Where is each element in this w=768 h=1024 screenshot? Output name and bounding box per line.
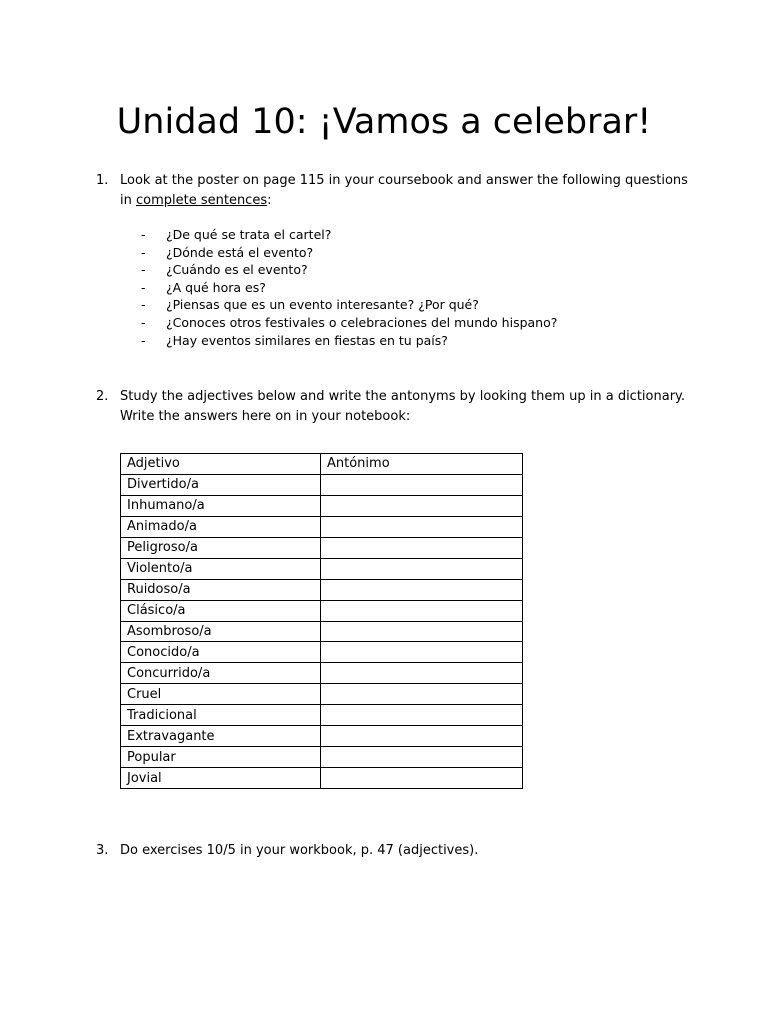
antonym-cell: [321, 684, 523, 705]
antonym-cell: [321, 642, 523, 663]
question-3-number: 3.: [96, 843, 109, 858]
bullet-dash: -: [141, 244, 146, 260]
antonym-cell: [321, 579, 523, 600]
bullet-text: ¿De qué se trata el cartel?: [166, 227, 332, 242]
question-1-text-start: Look at the poster on page 115 in your coursebook and answer the following questions in: [120, 173, 688, 208]
bullet-text: ¿Piensas que es un evento interesante? ¿Por qué?: [166, 297, 479, 313]
bullet-dash: -: [141, 279, 146, 295]
adjective-cell: Ruidoso/a: [121, 579, 321, 600]
page-title: Unidad 10: ¡Vamos a celebrar!: [116, 102, 652, 142]
table-row: [121, 558, 523, 579]
antonym-cell: [321, 663, 523, 684]
question-1-bullet-item: [141, 261, 557, 279]
adjective-cell: Cruel: [121, 684, 321, 705]
question-2-number: 2.: [96, 389, 109, 404]
table-row: [121, 663, 523, 684]
adjective-cell: Peligroso/a: [121, 537, 321, 558]
antonym-cell: [321, 726, 523, 747]
bullet-text: ¿Conoces otros festivales o celebraciones del mundo hispano?: [166, 314, 558, 330]
table-header-row: [121, 454, 523, 475]
antonym-cell: [321, 600, 523, 621]
adjective-cell: Asombroso/a: [121, 621, 321, 642]
table-row: [121, 600, 523, 621]
question-1-bullet-item: [141, 244, 557, 262]
table-row: [121, 537, 523, 558]
question-1-text-end: :: [267, 192, 272, 208]
antonym-cell: [321, 747, 523, 768]
adjective-cell: Extravagante: [121, 726, 321, 747]
table-row: [121, 621, 523, 642]
question-3-text: Do exercises 10/5 in your workbook, p. 47 (adjectives).: [120, 843, 479, 858]
antonym-cell: [321, 474, 523, 495]
table-row: [121, 768, 523, 789]
bullet-dash: -: [141, 297, 146, 313]
antonym-cell: [321, 537, 523, 558]
bullet-text: ¿Cuándo es el evento?: [166, 262, 308, 278]
table-header-antonimo: Antónimo: [321, 454, 523, 475]
question-1-text: [120, 171, 700, 210]
antonym-cell: [321, 495, 523, 516]
question-1-bullet-item: [141, 226, 557, 244]
question-1-number: 1.: [96, 173, 109, 188]
adjective-cell: Tradicional: [121, 705, 321, 726]
adjective-cell: Animado/a: [121, 516, 321, 537]
adjective-cell: Divertido/a: [121, 474, 321, 495]
bullet-dash: -: [141, 332, 146, 348]
question-1-bullet-item: [141, 296, 557, 314]
adjective-cell: Violento/a: [121, 558, 321, 579]
adjective-cell: Inhumano/a: [121, 495, 321, 516]
table-row: [121, 474, 523, 495]
question-1-bullet-list: [141, 226, 557, 349]
bullet-text: ¿A qué hora es?: [166, 279, 266, 295]
bullet-dash: -: [141, 227, 146, 242]
table-row: [121, 516, 523, 537]
question-1-bullet-item: [141, 314, 557, 332]
bullet-text: ¿Dónde está el evento?: [166, 244, 314, 260]
table-header-adjetivo: Adjetivo: [121, 454, 321, 475]
bullet-dash: -: [141, 314, 146, 330]
bullet-text: ¿Hay eventos similares en fiestas en tu país?: [166, 332, 448, 348]
question-1-bullet-item: [141, 332, 557, 350]
table-row: [121, 705, 523, 726]
adjective-cell: Jovial: [121, 768, 321, 789]
table-row: [121, 726, 523, 747]
adjective-cell: Conocido/a: [121, 642, 321, 663]
table-row: [121, 747, 523, 768]
antonym-cell: [321, 516, 523, 537]
table-row: [121, 642, 523, 663]
table-row: [121, 684, 523, 705]
antonym-cell: [321, 558, 523, 579]
table-row: [121, 579, 523, 600]
question-1-bullet-item: [141, 279, 557, 297]
antonym-cell: [321, 621, 523, 642]
question-1-emphasis: complete sentences: [135, 192, 268, 208]
antonym-cell: [321, 705, 523, 726]
table-row: [121, 495, 523, 516]
antonym-cell: [321, 768, 523, 789]
bullet-dash: -: [141, 262, 146, 278]
adjective-cell: Concurrido/a: [121, 663, 321, 684]
question-2-text: Study the adjectives below and write the antonyms by looking them up in a dictionary. Write the answers here on in your notebook:: [120, 389, 686, 424]
adjective-cell: Clásico/a: [121, 600, 321, 621]
adjective-cell: Popular: [121, 747, 321, 768]
adjectives-table: [120, 453, 523, 789]
